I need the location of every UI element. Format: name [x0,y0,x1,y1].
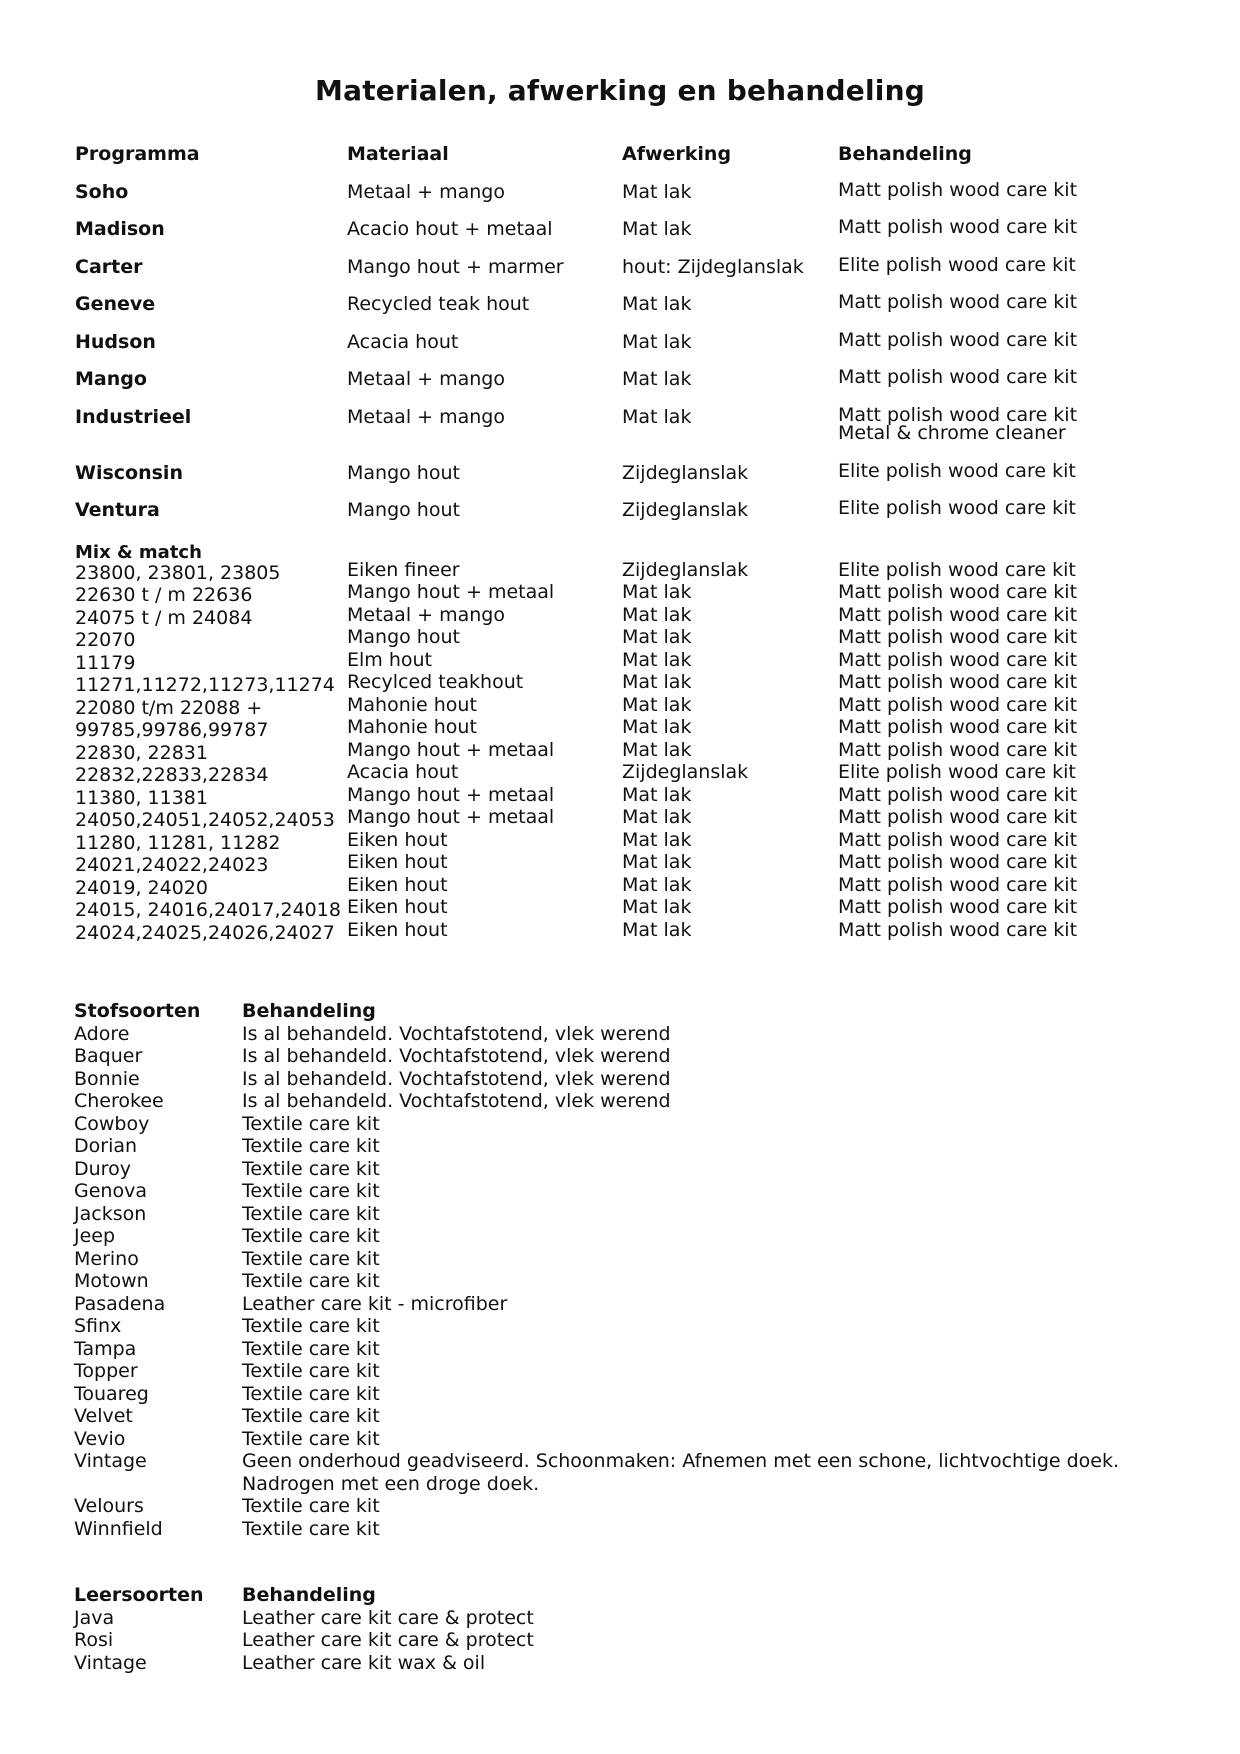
program-material: Mango hout + marmer [347,255,564,278]
mix-code: 24075 t / m 24084 [75,606,253,629]
mix-finish: Mat lak [622,738,692,761]
program-treatment: Matt polish wood care kit [838,291,1078,313]
program-name: Industrieel [75,405,192,428]
fabric-treatment: Is al behandeld. Vochtafstotend, vlek werend [242,1067,671,1090]
mix-material: Mango hout + metaal [347,783,555,806]
fabric-row [74,1473,1192,1496]
fabric-name: Cherokee [74,1090,164,1112]
program-name: Ventura [75,499,160,521]
mix-material: Recylced teakhout [347,671,524,693]
program-row [75,328,1118,369]
mix-row [75,806,1118,829]
fabric-treatment: Textile care kit [242,1180,380,1202]
page-title: Materialen, afwerking en behandeling [315,74,925,107]
mix-code: 11271,11272,11273,11274 [75,674,335,696]
program-finish: Mat lak [622,218,692,240]
fabric-row [74,1068,1192,1091]
program-treatment: Matt polish wood care kit [838,216,1078,238]
header-materiaal: Materiaal [347,143,449,165]
fabric-row [74,1135,1192,1158]
fabric-treatment: Textile care kit [242,1157,380,1180]
fabric-row [74,1203,1192,1226]
mix-treatment: Matt polish wood care kit [838,671,1078,693]
program-row [75,178,1118,219]
header-leather-behandeling: Behandeling [242,1584,376,1606]
program-material: Metaal + mango [347,368,505,390]
mix-row [75,739,1118,762]
program-finish: Zijdeglanslak [622,461,749,484]
program-finish: hout: Zijdeglanslak [622,255,804,278]
mix-code: 11280, 11281, 11282 [75,831,281,854]
fabric-table [74,1000,1192,1540]
fabric-name: Bonnie [74,1067,140,1090]
fabric-row [74,1225,1192,1248]
mix-match-title: Mix & match [75,541,202,563]
program-treatment-cell [838,459,1118,500]
mix-code: 11380, 11381 [75,786,208,809]
fabric-treatment: Textile care kit [242,1360,380,1382]
fabric-treatment: Textile care kit [242,1202,380,1225]
leather-row [74,1652,1192,1675]
leather-name: Vintage [74,1651,147,1674]
program-row [75,218,1118,256]
fabric-row [74,1495,1192,1518]
program-finish: Mat lak [622,180,692,203]
program-row [75,403,1118,462]
fabric-treatment: Textile care kit [242,1225,380,1247]
mix-finish: Mat lak [622,716,692,738]
mix-treatment: Matt polish wood care kit [838,851,1078,873]
program-finish: Mat lak [622,330,692,353]
fabric-row [74,1293,1192,1316]
mix-finish: Mat lak [622,581,692,603]
fabric-treatment: Textile care kit [242,1135,380,1157]
fabric-name: Velvet [74,1405,133,1427]
header-leersoorten: Leersoorten [74,1584,204,1606]
fabric-name: Duroy [74,1157,131,1180]
fabric-treatment: Textile care kit [242,1247,380,1270]
fabric-name: Vintage [74,1450,147,1472]
program-row [75,253,1118,294]
mix-treatment: Matt polish wood care kit [838,828,1078,851]
program-treatment-cell [838,253,1118,294]
program-material: Mango hout [347,461,460,484]
mix-material: Mango hout + metaal [347,581,555,603]
mix-material: Eiken hout [347,918,448,941]
fabric-row [74,1518,1192,1541]
fabric-row [74,1338,1192,1361]
program-finish: Mat lak [622,293,692,315]
fabric-treatment: Textile care kit [242,1405,380,1427]
mix-row [75,829,1118,852]
fabric-row [74,1450,1192,1473]
mix-row [75,716,1118,739]
fabric-treatment: Is al behandeld. Vochtafstotend, vlek werend [242,1090,671,1112]
fabric-row [74,1248,1192,1271]
mix-row [75,671,1118,694]
mix-row [75,851,1118,874]
leather-treatment: Leather care kit wax & oil [242,1651,486,1674]
fabric-treatment: Is al behandeld. Vochtafstotend, vlek werend [242,1045,671,1067]
fabric-row [74,1023,1192,1046]
mix-finish: Mat lak [622,851,692,873]
mix-material: Mahonie hout [347,716,477,738]
mix-code: 24021,24022,24023 [75,854,269,876]
mix-finish: Mat lak [622,626,692,648]
mix-material: Eiken hout [347,828,448,851]
program-treatment: Matt polish wood care kit [838,366,1078,388]
materials-header-row [75,143,1118,181]
mix-code: 22070 [75,629,136,651]
program-name: Carter [75,255,143,278]
mix-treatment: Matt polish wood care kit [838,693,1078,716]
mix-material: Mango hout + metaal [347,738,555,761]
fabric-treatment: Textile care kit [242,1112,380,1135]
program-treatment: Matt polish wood care kit [838,178,1078,201]
mix-material: Mango hout [347,626,460,648]
program-material: Recycled teak hout [347,293,530,315]
mix-finish: Mat lak [622,671,692,693]
program-name: Soho [75,180,129,203]
fabric-name: Baquer [74,1045,143,1067]
program-treatment-cell [838,368,1118,406]
program-treatment-cell [838,328,1118,369]
program-material: Metaal + mango [347,180,505,203]
fabric-treatment: Is al behandeld. Vochtafstotend, vlek werend [242,1022,671,1045]
mix-material: Eiken hout [347,873,448,896]
mix-treatment: Matt polish wood care kit [838,603,1078,626]
mix-finish: Mat lak [622,693,692,716]
fabric-treatment: Textile care kit [242,1270,380,1292]
program-name: Geneve [75,293,156,315]
mix-code: 24015, 24016,24017,24018 [75,899,341,921]
program-finish: Mat lak [622,368,692,390]
mix-finish: Mat lak [622,873,692,896]
program-treatment: Elite polish wood care kit [838,459,1076,482]
leather-name: Java [74,1606,115,1629]
fabric-name: Sfinx [74,1315,122,1337]
fabric-treatment: Geen onderhoud geadviseerd. Schoonmaken: Afnemen met een schone, lichtvochtige doek. [242,1450,1120,1472]
program-treatment-cell [838,293,1118,331]
mix-row [75,604,1118,627]
program-name: Hudson [75,330,156,353]
fabric-name: Cowboy [74,1112,150,1135]
program-treatment-cell [838,403,1118,462]
mix-finish: Mat lak [622,783,692,806]
program-row [75,499,1118,537]
mix-material: Acacia hout [347,761,459,783]
mix-row [75,649,1118,672]
mix-treatment: Matt polish wood care kit [838,918,1078,941]
program-treatment-cell [838,218,1118,256]
program-treatment-extra: Metal & chrome cleaner [838,421,1066,444]
fabric-treatment: Textile care kit [242,1337,380,1360]
mix-treatment: Matt polish wood care kit [838,626,1078,648]
header-fabric-behandeling: Behandeling [242,1000,376,1022]
mix-finish: Mat lak [622,828,692,851]
mix-code: 24024,24025,24026,24027 [75,921,335,944]
leather-row [74,1607,1192,1630]
fabric-name: Jeep [74,1225,116,1247]
fabric-row [74,1113,1192,1136]
mix-treatment: Matt polish wood care kit [838,716,1078,738]
mix-row [75,694,1118,717]
materials-table [75,143,1118,944]
fabric-row [74,1315,1192,1338]
mix-row [75,559,1118,582]
program-treatment-cell [838,178,1118,219]
mix-code: 23800, 23801, 23805 [75,561,281,584]
leather-header-row [74,1584,1192,1607]
mix-treatment: Matt polish wood care kit [838,738,1078,761]
program-name: Madison [75,218,165,240]
mix-finish: Zijdeglanslak [622,761,749,783]
program-treatment: Elite polish wood care kit [838,497,1076,519]
mix-finish: Mat lak [622,806,692,828]
mix-row [75,784,1118,807]
mix-material: Mango hout + metaal [347,806,555,828]
mix-code: 22630 t / m 22636 [75,584,253,606]
leather-table [74,1584,1192,1674]
fabric-name: Tampa [74,1337,137,1360]
leather-treatment: Leather care kit care & protect [242,1606,534,1629]
program-material: Acacia hout [347,330,459,353]
fabric-name: Winnfield [74,1517,163,1540]
mix-row [75,919,1118,942]
fabric-row [74,1428,1192,1451]
program-finish: Zijdeglanslak [622,499,749,521]
header-stofsoorten: Stofsoorten [74,1000,201,1022]
mix-finish: Zijdeglanslak [622,558,749,581]
mix-row [75,874,1118,897]
fabric-name: Genova [74,1180,147,1202]
program-finish: Mat lak [622,405,692,428]
fabric-treatment: Textile care kit [242,1495,380,1517]
mix-material: Mahonie hout [347,693,477,716]
mix-treatment: Elite polish wood care kit [838,761,1076,783]
program-material: Metaal + mango [347,405,505,428]
mix-finish: Mat lak [622,896,692,918]
mix-code: 24050,24051,24052,24053 [75,809,335,831]
mix-finish: Mat lak [622,648,692,671]
program-row [75,459,1118,500]
fabric-treatment: Textile care kit [242,1382,380,1405]
fabric-treatment: Textile care kit [242,1517,380,1540]
program-name: Mango [75,368,147,390]
fabric-name: Adore [74,1022,130,1045]
fabric-row [74,1270,1192,1293]
fabric-header-row [74,1000,1192,1023]
fabric-row [74,1090,1192,1113]
fabric-name: Jackson [74,1202,147,1225]
mix-code: 99785,99786,99787 [75,719,269,741]
fabric-row [74,1180,1192,1203]
program-name: Wisconsin [75,461,183,484]
program-row [75,368,1118,406]
mix-row [75,626,1118,649]
mix-treatment: Matt polish wood care kit [838,806,1078,828]
fabric-name [74,1473,242,1496]
header-afwerking: Afwerking [622,143,732,165]
fabric-treatment: Textile care kit [242,1315,380,1337]
program-material: Acacio hout + metaal [347,218,553,240]
mix-treatment: Matt polish wood care kit [838,783,1078,806]
fabric-row [74,1383,1192,1406]
mix-row [75,761,1118,784]
mix-treatment: Matt polish wood care kit [838,648,1078,671]
program-row [75,293,1118,331]
mix-code: 22080 t/m 22088 + [75,696,263,719]
mix-row [75,581,1118,604]
fabric-name: Merino [74,1247,139,1270]
program-material: Mango hout [347,499,460,521]
mix-finish: Mat lak [622,603,692,626]
program-treatment: Elite polish wood care kit [838,253,1076,276]
program-treatment-cell [838,499,1118,537]
mix-row [75,896,1118,919]
mix-code: 22832,22833,22834 [75,764,269,786]
mix-code: 24019, 24020 [75,876,208,899]
mix-finish: Mat lak [622,918,692,941]
program-treatment: Matt polish wood care kit [838,403,1078,426]
mix-treatment: Elite polish wood care kit [838,558,1076,581]
fabric-name: Vevio [74,1427,126,1450]
fabric-name: Motown [74,1270,149,1292]
fabric-name: Velours [74,1495,144,1517]
mix-treatment: Matt polish wood care kit [838,873,1078,896]
leather-name: Rosi [74,1629,114,1651]
fabric-row [74,1045,1192,1068]
fabric-row [74,1360,1192,1383]
fabric-treatment: Leather care kit - microfiber [242,1292,508,1315]
fabric-name: Pasadena [74,1292,166,1315]
mix-material: Eiken hout [347,851,448,873]
mix-code: 11179 [75,651,136,674]
fabric-row [74,1405,1192,1428]
mix-treatment: Matt polish wood care kit [838,896,1078,918]
fabric-row [74,1158,1192,1181]
leather-row [74,1629,1192,1652]
fabric-treatment: Textile care kit [242,1427,380,1450]
mix-material: Elm hout [347,648,432,671]
mix-material: Metaal + mango [347,603,505,626]
fabric-name: Touareg [74,1382,149,1405]
mix-code: 22830, 22831 [75,741,208,764]
fabric-treatment: Nadrogen met een droge doek. [242,1472,540,1495]
fabric-name: Dorian [74,1135,138,1157]
mix-material: Eiken fineer [347,558,460,581]
program-treatment: Matt polish wood care kit [838,328,1078,351]
fabric-name: Topper [74,1360,138,1382]
mix-material: Eiken hout [347,896,448,918]
header-behandeling: Behandeling [838,143,972,165]
header-programma: Programma [75,143,200,165]
leather-treatment: Leather care kit care & protect [242,1629,534,1651]
mix-treatment: Matt polish wood care kit [838,581,1078,603]
